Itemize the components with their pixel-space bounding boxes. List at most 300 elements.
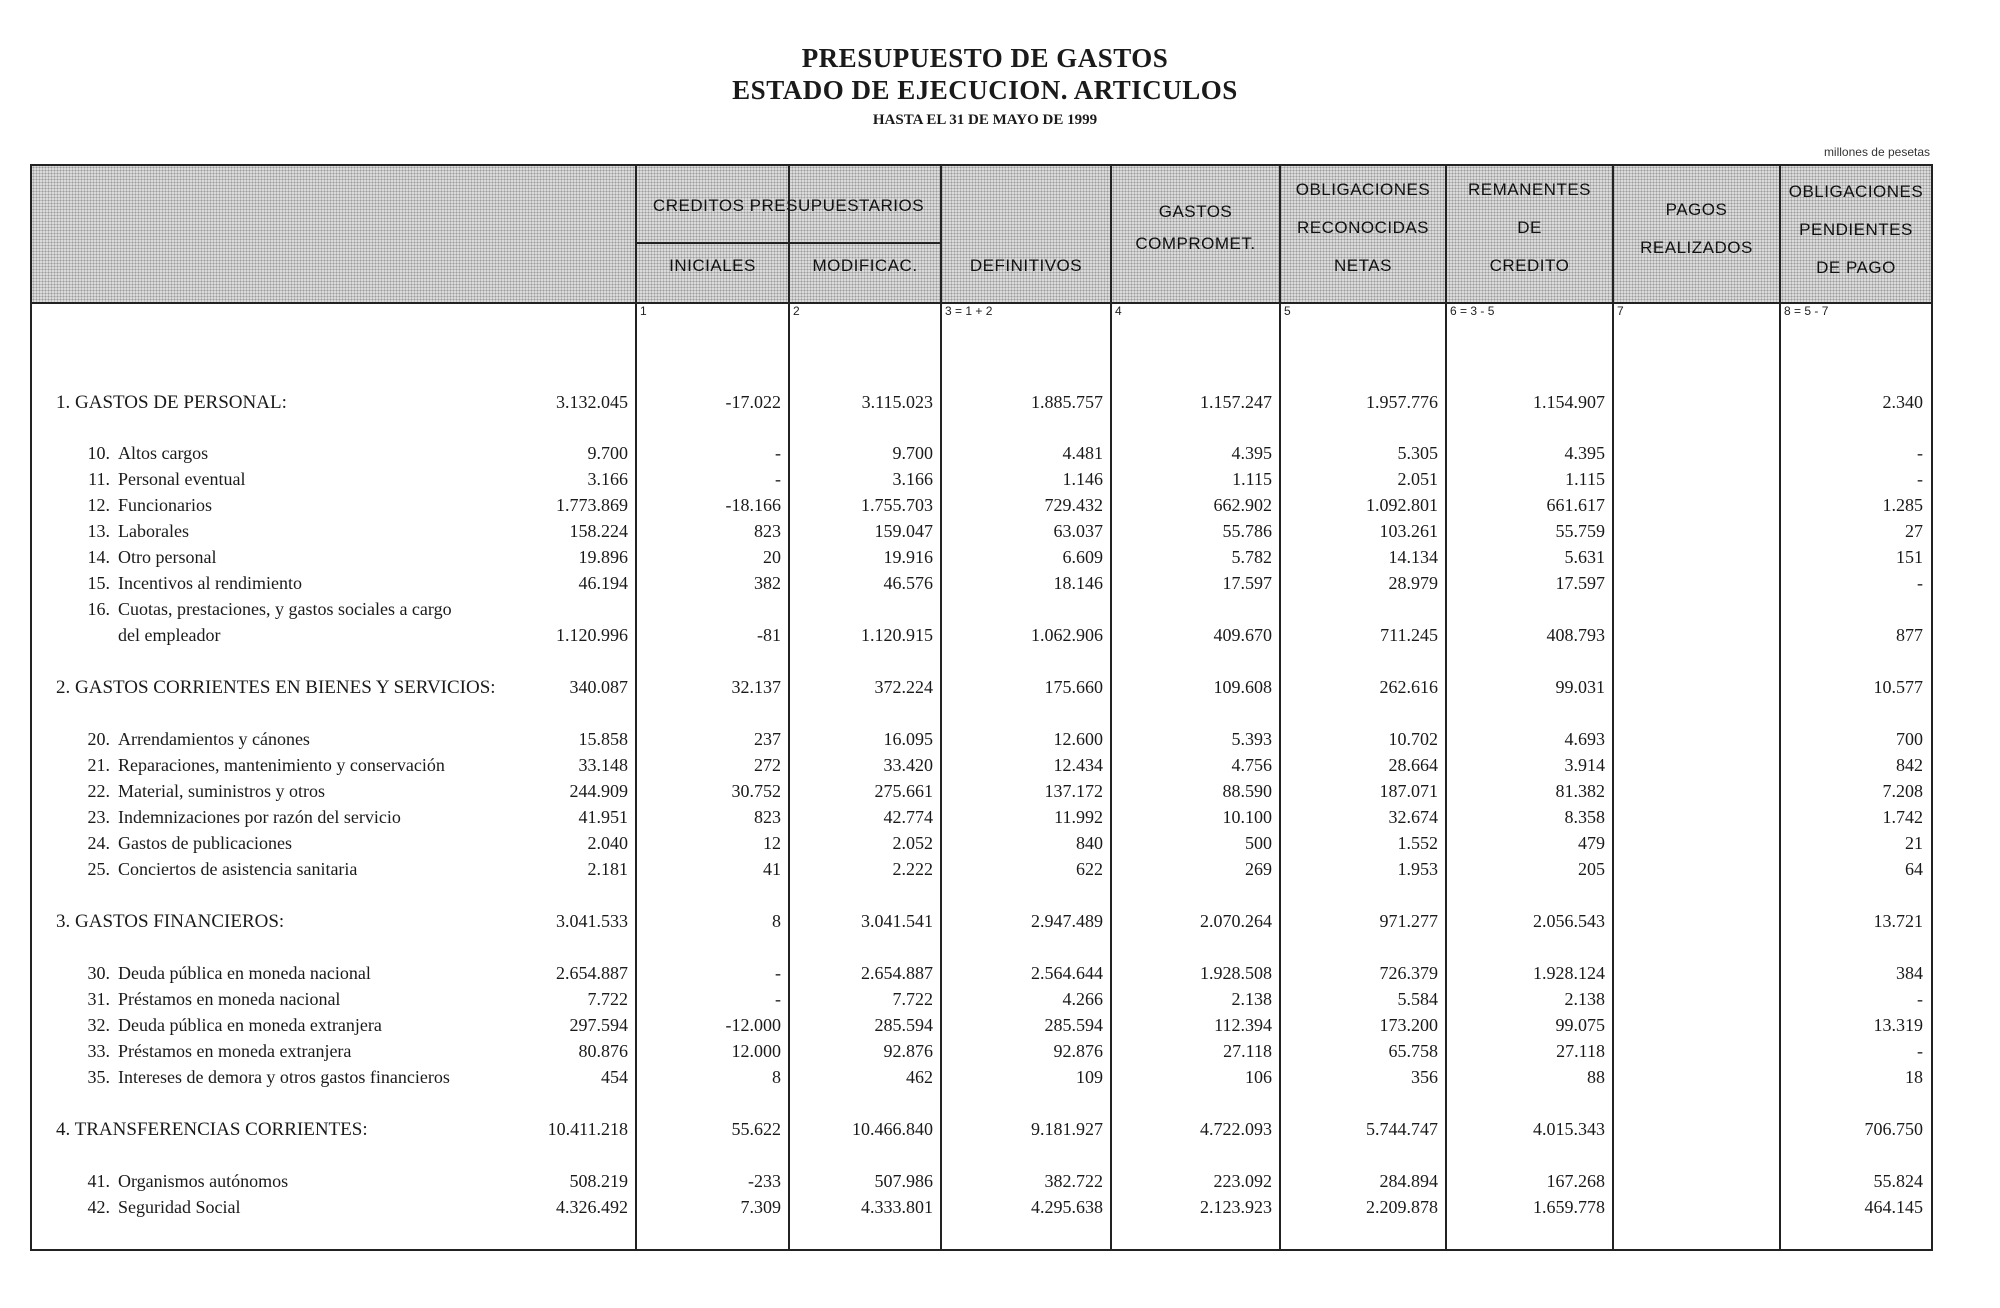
- cell-value: -12.000: [725, 1015, 781, 1035]
- row-code: 15.: [87, 573, 110, 593]
- cell-value: 1.285: [1882, 495, 1923, 515]
- header-pagos: PAGOS: [1665, 200, 1728, 219]
- cell-value: 46.194: [578, 573, 628, 593]
- row-label: [72, 625, 220, 646]
- report-subtitle: ESTADO DE EJECUCION. ARTICULOS: [732, 75, 1238, 105]
- row-label-text: Deuda pública en moneda nacional: [118, 963, 371, 983]
- row-label-text: Intereses de demora y otros gastos financieros: [118, 1067, 450, 1087]
- cell-value: 706.750: [1864, 1119, 1923, 1139]
- row-code: 24.: [87, 833, 110, 853]
- row-label-text: Seguridad Social: [118, 1197, 241, 1217]
- table-row: [32, 1041, 1931, 1067]
- header-de-pago: DE PAGO: [1816, 258, 1896, 277]
- table-row: [32, 469, 1931, 495]
- cell-value: 1.742: [1882, 807, 1923, 827]
- row-code: 14.: [87, 547, 110, 567]
- cell-value: 5.631: [1564, 547, 1605, 567]
- cell-value: 16.095: [883, 729, 933, 749]
- cell-value: -: [1917, 469, 1923, 489]
- cell-value: 80.876: [578, 1041, 628, 1061]
- cell-value: 1.115: [1565, 469, 1605, 489]
- header-creditos-presupuestarios: CREDITOS PRESUPUESTARIOS: [652, 196, 925, 215]
- cell-value: 700: [1896, 729, 1923, 749]
- column-number: 4: [1115, 304, 1122, 318]
- header-remanentes: REMANENTES: [1467, 180, 1592, 199]
- cell-value: 729.432: [1044, 495, 1103, 515]
- row-label: [72, 781, 325, 802]
- table-row: [32, 599, 1931, 625]
- cell-value: 297.594: [569, 1015, 628, 1035]
- cell-value: 1.157.247: [1200, 392, 1272, 412]
- row-label-text: Préstamos en moneda nacional: [118, 989, 341, 1009]
- row-label-text: Indemnizaciones por razón del servicio: [118, 807, 401, 827]
- cell-value: 275.661: [874, 781, 933, 801]
- row-code: 35.: [87, 1067, 110, 1087]
- row-label: [72, 859, 357, 880]
- table-row: [32, 807, 1931, 833]
- cell-value: 8.358: [1564, 807, 1605, 827]
- table-row: [32, 1171, 1931, 1197]
- cell-value: 6.609: [1062, 547, 1103, 567]
- cell-value: 662.902: [1213, 495, 1272, 515]
- table-row: [32, 1197, 1931, 1223]
- cell-value: 12.600: [1053, 729, 1103, 749]
- cell-value: 55.759: [1555, 521, 1605, 541]
- cell-value: 244.909: [569, 781, 628, 801]
- row-code: 42.: [87, 1197, 110, 1217]
- cell-value: 4.722.093: [1200, 1119, 1272, 1139]
- row-label-text: Deuda pública en moneda extranjera: [118, 1015, 382, 1035]
- row-code: 32.: [87, 1015, 110, 1035]
- cell-value: 971.277: [1379, 911, 1438, 931]
- cell-value: 1.120.996: [556, 625, 628, 645]
- cell-value: 1.953: [1397, 859, 1438, 879]
- table-row: [32, 833, 1931, 859]
- cell-value: 479: [1578, 833, 1605, 853]
- table-row: [32, 547, 1931, 573]
- cell-value: 500: [1245, 833, 1272, 853]
- column-number: 3 = 1 + 2: [945, 304, 993, 318]
- cell-value: 92.876: [1053, 1041, 1103, 1061]
- cell-value: 99.031: [1555, 677, 1605, 697]
- table-row: [32, 1067, 1931, 1093]
- row-label: [72, 1171, 288, 1192]
- row-label: [72, 833, 292, 854]
- cell-value: 20: [763, 547, 781, 567]
- row-label: [72, 521, 189, 542]
- cell-value: 46.576: [883, 573, 933, 593]
- cell-value: 2.070.264: [1200, 911, 1272, 931]
- cell-value: 151: [1896, 547, 1923, 567]
- cell-value: 28.979: [1388, 573, 1438, 593]
- cell-value: 1.957.776: [1366, 392, 1438, 412]
- row-code: 13.: [87, 521, 110, 541]
- cell-value: 19.916: [883, 547, 933, 567]
- column-number: 1: [640, 304, 647, 318]
- cell-value: 8: [772, 1067, 781, 1087]
- row-label-text: del empleador: [118, 625, 221, 645]
- cell-value: 4.481: [1062, 443, 1103, 463]
- row-label-text: Conciertos de asistencia sanitaria: [118, 859, 358, 879]
- cell-value: 3.115.023: [861, 392, 933, 412]
- row-label: 2. GASTOS CORRIENTES EN BIENES Y SERVICIOS:: [56, 677, 496, 698]
- cell-value: 19.896: [578, 547, 628, 567]
- table-row: [32, 495, 1931, 521]
- cell-value: 2.056.543: [1533, 911, 1605, 931]
- cell-value: 33.420: [883, 755, 933, 775]
- budget-table: [30, 164, 1933, 1251]
- cell-value: 409.670: [1213, 625, 1272, 645]
- cell-value: 340.087: [569, 677, 628, 697]
- report-date: HASTA EL 31 DE MAYO DE 1999: [872, 112, 1098, 128]
- cell-value: 454: [601, 1067, 628, 1087]
- row-label: [72, 547, 216, 568]
- row-code: 20.: [87, 729, 110, 749]
- cell-value: 5.744.747: [1366, 1119, 1438, 1139]
- cell-value: 3.166: [587, 469, 628, 489]
- header-definitivos: DEFINITIVOS: [969, 256, 1083, 275]
- cell-value: 41: [763, 859, 781, 879]
- row-label-text: Incentivos al rendimiento: [118, 573, 302, 593]
- cell-value: 2.052: [892, 833, 933, 853]
- row-code: 10.: [87, 443, 110, 463]
- cell-value: 88.590: [1222, 781, 1272, 801]
- cell-value: -18.166: [725, 495, 781, 515]
- header-subdivider: [635, 242, 940, 244]
- cell-value: 262.616: [1379, 677, 1438, 697]
- cell-value: 5.782: [1231, 547, 1272, 567]
- cell-value: 1.928.124: [1533, 963, 1605, 983]
- cell-value: 32.137: [731, 677, 781, 697]
- cell-value: 2.654.887: [861, 963, 933, 983]
- cell-value: 877: [1896, 625, 1923, 645]
- cell-value: 12.000: [731, 1041, 781, 1061]
- cell-value: 372.224: [874, 677, 933, 697]
- cell-value: 4.015.343: [1533, 1119, 1605, 1139]
- row-label-text: Altos cargos: [118, 443, 209, 463]
- cell-value: -: [1917, 989, 1923, 1009]
- cell-value: 4.295.638: [1031, 1197, 1103, 1217]
- cell-value: 1.115: [1232, 469, 1272, 489]
- row-label: [72, 1197, 240, 1218]
- row-label: [72, 599, 452, 620]
- cell-value: 30.752: [731, 781, 781, 801]
- cell-value: 21: [1905, 833, 1923, 853]
- cell-value: 408.793: [1546, 625, 1605, 645]
- cell-value: 1.885.757: [1031, 392, 1103, 412]
- cell-value: 2.209.878: [1366, 1197, 1438, 1217]
- cell-value: -: [1917, 573, 1923, 593]
- cell-value: 9.700: [892, 443, 933, 463]
- cell-value: 462: [906, 1067, 933, 1087]
- cell-value: 109: [1076, 1067, 1103, 1087]
- row-code: 41.: [87, 1171, 110, 1191]
- cell-value: 65.758: [1388, 1041, 1438, 1061]
- cell-value: 622: [1076, 859, 1103, 879]
- cell-value: 9.700: [587, 443, 628, 463]
- cell-value: 3.166: [892, 469, 933, 489]
- cell-value: 4.333.801: [861, 1197, 933, 1217]
- cell-value: 285.594: [874, 1015, 933, 1035]
- cell-value: 42.774: [883, 807, 933, 827]
- cell-value: 10.100: [1222, 807, 1272, 827]
- column-number: 6 = 3 - 5: [1450, 304, 1495, 318]
- header-pendientes: PENDIENTES: [1799, 220, 1913, 239]
- header-realizados: REALIZADOS: [1640, 238, 1753, 257]
- cell-value: 2.051: [1397, 469, 1438, 489]
- table-section-row: [32, 392, 1931, 418]
- table-row: [32, 1015, 1931, 1041]
- cell-value: 823: [754, 521, 781, 541]
- cell-value: 711.245: [1380, 625, 1438, 645]
- row-label-text: Personal eventual: [118, 469, 246, 489]
- cell-value: 4.266: [1062, 989, 1103, 1009]
- cell-value: 99.075: [1555, 1015, 1605, 1035]
- cell-value: 8: [772, 911, 781, 931]
- report-title: PRESUPUESTO DE GASTOS: [801, 43, 1169, 73]
- row-label: [72, 807, 401, 828]
- cell-value: 2.564.644: [1031, 963, 1103, 983]
- cell-value: 17.597: [1555, 573, 1605, 593]
- cell-value: -81: [757, 625, 781, 645]
- cell-value: 382: [754, 573, 781, 593]
- cell-value: 3.041.533: [556, 911, 628, 931]
- cell-value: -: [775, 963, 781, 983]
- row-code: 25.: [87, 859, 110, 879]
- cell-value: 81.382: [1555, 781, 1605, 801]
- cell-value: 13.721: [1873, 911, 1923, 931]
- column-number: 8 = 5 - 7: [1784, 304, 1829, 318]
- cell-value: 103.261: [1379, 521, 1438, 541]
- cell-value: 175.660: [1044, 677, 1103, 697]
- cell-value: 356: [1411, 1067, 1438, 1087]
- cell-value: 507.986: [874, 1171, 933, 1191]
- row-code: 21.: [87, 755, 110, 775]
- cell-value: 2.340: [1882, 392, 1923, 412]
- cell-value: 32.674: [1388, 807, 1438, 827]
- cell-value: 2.222: [892, 859, 933, 879]
- cell-value: 55.824: [1873, 1171, 1923, 1191]
- column-number: 2: [793, 304, 800, 318]
- row-code: 16.: [87, 599, 110, 619]
- header-credito: CREDITO: [1489, 256, 1570, 275]
- cell-value: 17.597: [1222, 573, 1272, 593]
- cell-value: 55.786: [1222, 521, 1272, 541]
- row-label: [72, 573, 302, 594]
- row-label-text: Laborales: [118, 521, 189, 541]
- table-row: [32, 729, 1931, 755]
- row-code: 33.: [87, 1041, 110, 1061]
- cell-value: -: [775, 469, 781, 489]
- row-label: 4. TRANSFERENCIAS CORRIENTES:: [56, 1119, 368, 1140]
- row-label: [72, 469, 245, 490]
- row-code: 23.: [87, 807, 110, 827]
- cell-value: 2.654.887: [556, 963, 628, 983]
- cell-value: 33.148: [578, 755, 628, 775]
- cell-value: 112.394: [1214, 1015, 1272, 1035]
- cell-value: 508.219: [569, 1171, 628, 1191]
- row-label-text: Material, suministros y otros: [118, 781, 325, 801]
- column-number: 5: [1284, 304, 1291, 318]
- units-note: millones de pesetas: [1823, 145, 1930, 159]
- cell-value: 14.134: [1388, 547, 1438, 567]
- cell-value: 1.146: [1062, 469, 1103, 489]
- table-row: [32, 573, 1931, 599]
- table-row: [32, 781, 1931, 807]
- row-code: 22.: [87, 781, 110, 801]
- cell-value: 187.071: [1379, 781, 1438, 801]
- cell-value: 3.041.541: [861, 911, 933, 931]
- cell-value: -: [1917, 1041, 1923, 1061]
- table-row: [32, 859, 1931, 885]
- cell-value: 4.395: [1231, 443, 1272, 463]
- cell-value: 109.608: [1213, 677, 1272, 697]
- cell-value: 2.947.489: [1031, 911, 1103, 931]
- row-label: [72, 963, 371, 984]
- cell-value: 55.622: [731, 1119, 781, 1139]
- report-title-block: [0, 42, 1970, 132]
- cell-value: 18.146: [1053, 573, 1103, 593]
- cell-value: 840: [1076, 833, 1103, 853]
- cell-value: 4.395: [1564, 443, 1605, 463]
- row-label-text: Otro personal: [118, 547, 217, 567]
- cell-value: 661.617: [1546, 495, 1605, 515]
- row-label: [72, 729, 310, 750]
- row-code: 31.: [87, 989, 110, 1009]
- row-code: 30.: [87, 963, 110, 983]
- row-code: 12.: [87, 495, 110, 515]
- cell-value: 173.200: [1379, 1015, 1438, 1035]
- row-label: [72, 495, 212, 516]
- cell-value: 28.664: [1388, 755, 1438, 775]
- cell-value: 137.172: [1044, 781, 1103, 801]
- cell-value: -: [775, 443, 781, 463]
- cell-value: -: [775, 989, 781, 1009]
- table-section-row: [32, 677, 1931, 703]
- cell-value: 10.466.840: [852, 1119, 933, 1139]
- row-label-text: Funcionarios: [118, 495, 212, 515]
- header-netas: NETAS: [1334, 256, 1392, 275]
- cell-value: 63.037: [1053, 521, 1103, 541]
- cell-value: 1.755.703: [861, 495, 933, 515]
- table-row: [32, 755, 1931, 781]
- cell-value: 159.047: [874, 521, 933, 541]
- cell-value: 27.118: [1556, 1041, 1605, 1061]
- cell-value: 2.138: [1564, 989, 1605, 1009]
- row-code: 11.: [88, 469, 110, 489]
- row-label: [72, 443, 208, 464]
- cell-value: 4.693: [1564, 729, 1605, 749]
- table-row: [32, 963, 1931, 989]
- cell-value: 205: [1578, 859, 1605, 879]
- cell-value: 269: [1245, 859, 1272, 879]
- row-label: [72, 989, 340, 1010]
- cell-value: 384: [1896, 963, 1923, 983]
- cell-value: 2.040: [587, 833, 628, 853]
- cell-value: 1.773.869: [556, 495, 628, 515]
- header-comprometidos: COMPROMET.: [1135, 234, 1256, 253]
- cell-value: 285.594: [1044, 1015, 1103, 1035]
- cell-value: 10.702: [1388, 729, 1438, 749]
- row-label-text: Organismos autónomos: [118, 1171, 289, 1191]
- cell-value: 64: [1905, 859, 1923, 879]
- table-row: [32, 521, 1931, 547]
- cell-value: 13.319: [1873, 1015, 1923, 1035]
- cell-value: 823: [754, 807, 781, 827]
- cell-value: 41.951: [578, 807, 628, 827]
- cell-value: 7.208: [1882, 781, 1923, 801]
- cell-value: 5.584: [1397, 989, 1438, 1009]
- cell-value: 106: [1245, 1067, 1272, 1087]
- cell-value: 1.120.915: [861, 625, 933, 645]
- cell-value: 10.411.218: [547, 1119, 628, 1139]
- cell-value: 92.876: [883, 1041, 933, 1061]
- header-iniciales: INICIALES: [669, 256, 756, 275]
- table-row: [32, 989, 1931, 1015]
- cell-value: -233: [748, 1171, 781, 1191]
- cell-value: 9.181.927: [1031, 1119, 1103, 1139]
- table-row: [32, 443, 1931, 469]
- cell-value: 1.154.907: [1533, 392, 1605, 412]
- row-label: [72, 1015, 382, 1036]
- cell-value: 4.756: [1231, 755, 1272, 775]
- cell-value: 284.894: [1379, 1171, 1438, 1191]
- cell-value: 7.722: [892, 989, 933, 1009]
- cell-value: 272: [754, 755, 781, 775]
- table-section-row: [32, 911, 1931, 937]
- cell-value: 12.434: [1053, 755, 1103, 775]
- cell-value: -: [1917, 443, 1923, 463]
- header-obligaciones-pend: OBLIGACIONES: [1788, 182, 1924, 201]
- cell-value: 158.224: [569, 521, 628, 541]
- cell-value: 1.928.508: [1200, 963, 1272, 983]
- cell-value: 27.118: [1223, 1041, 1272, 1061]
- cell-value: 3.132.045: [556, 392, 628, 412]
- cell-value: 7.722: [587, 989, 628, 1009]
- column-number: 7: [1617, 304, 1624, 318]
- row-label-text: Reparaciones, mantenimiento y conservación: [118, 755, 445, 775]
- cell-value: 167.268: [1546, 1171, 1605, 1191]
- row-label: [72, 1067, 450, 1088]
- row-label-text: Arrendamientos y cánones: [118, 729, 310, 749]
- cell-value: 726.379: [1379, 963, 1438, 983]
- cell-value: 2.123.923: [1200, 1197, 1272, 1217]
- cell-value: 11.992: [1054, 807, 1103, 827]
- cell-value: 5.305: [1397, 443, 1438, 463]
- header-modificac: MODIFICAC.: [812, 256, 918, 275]
- cell-value: 2.138: [1231, 989, 1272, 1009]
- table-section-row: [32, 1119, 1931, 1145]
- header-obligaciones: OBLIGACIONES: [1295, 180, 1431, 199]
- row-label-text: Gastos de publicaciones: [118, 833, 292, 853]
- row-label: [72, 755, 445, 776]
- cell-value: 382.722: [1044, 1171, 1103, 1191]
- cell-value: 5.393: [1231, 729, 1272, 749]
- cell-value: 12: [763, 833, 781, 853]
- cell-value: 1.552: [1397, 833, 1438, 853]
- row-label: [72, 1041, 351, 1062]
- cell-value: 1.062.906: [1031, 625, 1103, 645]
- cell-value: 27: [1905, 521, 1923, 541]
- cell-value: 223.092: [1213, 1171, 1272, 1191]
- table-row: [32, 625, 1931, 651]
- row-label-text: Cuotas, prestaciones, y gastos sociales a cargo: [118, 599, 452, 619]
- cell-value: 237: [754, 729, 781, 749]
- cell-value: 4.326.492: [556, 1197, 628, 1217]
- header-gastos: GASTOS: [1158, 202, 1233, 221]
- cell-value: 10.577: [1873, 677, 1923, 697]
- row-label: 3. GASTOS FINANCIEROS:: [56, 911, 285, 932]
